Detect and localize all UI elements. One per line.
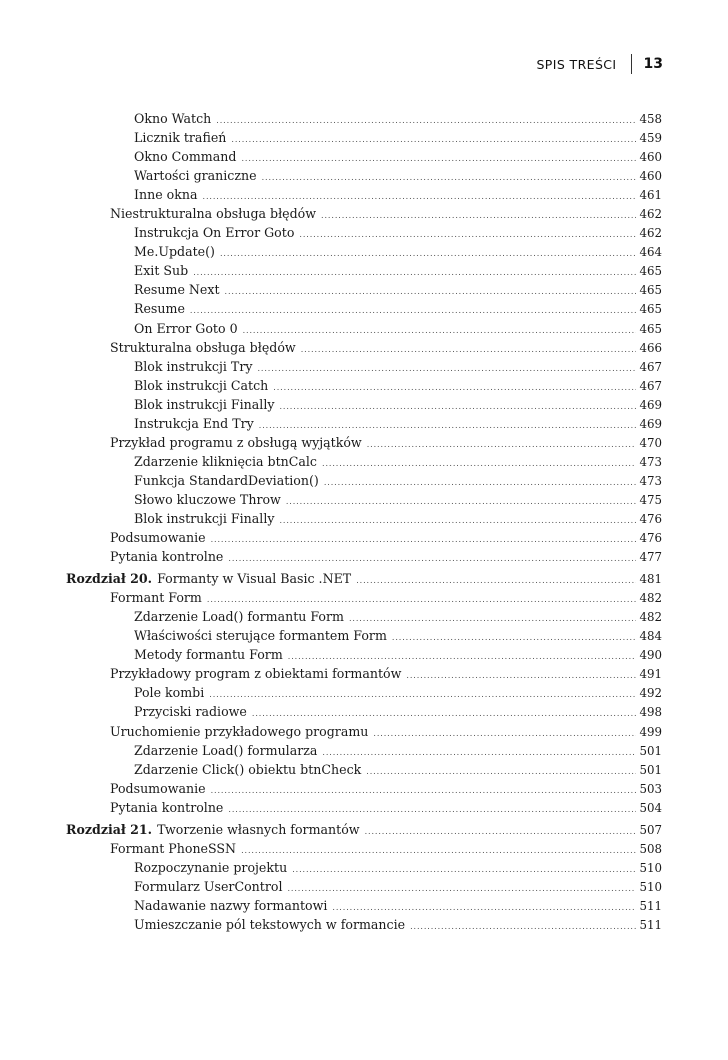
toc-entry-page: 466 <box>639 340 662 355</box>
toc-entry-page: 473 <box>639 454 662 469</box>
dot-leader <box>211 787 637 795</box>
toc-entry-title: Przykładowy program z obiektami formantów <box>110 666 402 682</box>
dot-leader <box>321 212 636 220</box>
dot-leader <box>225 288 637 296</box>
toc-entry <box>66 779 662 798</box>
toc-entry-title: Właściwości sterujące formantem Form <box>134 628 387 644</box>
toc-entry <box>66 357 662 376</box>
toc-entry-page: 484 <box>639 629 662 644</box>
toc-entry-page: 501 <box>639 762 662 777</box>
toc-entry-title: Instrukcja End Try <box>134 415 254 431</box>
dot-leader <box>332 904 636 912</box>
toc-entry-page: 475 <box>639 492 662 507</box>
toc-entry-title: Formant Form <box>110 590 202 606</box>
toc-entry-page: 492 <box>639 686 662 701</box>
toc-entry <box>66 376 662 395</box>
toc-entry-title: Nadawanie nazwy formantowi <box>134 897 328 913</box>
toc-entry-title: Exit Sub <box>134 263 189 279</box>
toc-entry <box>66 185 662 204</box>
toc-entry-page: 459 <box>639 131 662 146</box>
toc-entry-page: 460 <box>639 150 662 165</box>
toc-entry-title: Okno Watch <box>134 111 212 126</box>
toc-entry-title: Zdarzenie Load() formularza <box>134 742 318 758</box>
section-title: SPIS TREŚCI <box>536 56 617 72</box>
dot-leader <box>322 460 636 468</box>
dot-leader <box>410 923 636 931</box>
dot-leader <box>322 749 636 757</box>
dot-leader <box>228 806 636 814</box>
dot-leader <box>373 730 636 738</box>
toc-entry <box>66 839 662 858</box>
toc-entry-title: Blok instrukcji Finally <box>134 396 275 412</box>
dot-leader <box>286 498 637 506</box>
toc-entry-page: 508 <box>639 841 662 856</box>
toc-entry-page: 465 <box>639 302 662 317</box>
toc-entry <box>66 490 662 509</box>
toc-entry-title: Me.Update() <box>134 244 215 260</box>
dot-leader <box>301 346 637 354</box>
toc-entry-page: 473 <box>639 473 662 488</box>
toc-entry <box>66 664 662 683</box>
toc-entry <box>66 547 662 566</box>
toc-entry <box>66 509 662 528</box>
toc-entry-page: 501 <box>639 743 662 758</box>
toc-entry <box>66 702 662 721</box>
dot-leader <box>406 672 636 680</box>
dot-leader <box>193 269 636 277</box>
toc-entry-page: 491 <box>639 667 662 682</box>
dot-leader <box>367 441 637 449</box>
toc-entry-title: Zdarzenie Load() formantu Form <box>134 609 344 625</box>
toc-entry <box>66 319 662 338</box>
toc-entry-title: Blok instrukcji Finally <box>134 510 275 526</box>
toc-entry-title: Pytania kontrolne <box>110 549 224 565</box>
toc-entry-title: On Error Goto 0 <box>134 320 238 336</box>
toc-entry <box>66 645 662 664</box>
header-divider <box>631 54 632 74</box>
toc-entry-title: Licznik trafień <box>134 130 227 146</box>
toc-entry-page: 469 <box>639 397 662 412</box>
toc-entry-title: Słowo kluczowe Throw <box>134 491 281 507</box>
toc-entry-page: 462 <box>639 226 662 241</box>
toc-entry <box>66 280 662 299</box>
dot-leader <box>243 327 637 335</box>
toc-entry-title: Pole kombi <box>134 685 205 701</box>
dot-leader <box>241 155 636 163</box>
toc-entry <box>66 109 662 128</box>
toc-entry <box>66 242 662 261</box>
toc-entry-page: 482 <box>639 591 662 606</box>
toc-entry <box>66 896 662 915</box>
toc-entry-title: Podsumowanie <box>110 530 206 546</box>
toc-entry-title: Inne okna <box>134 187 198 203</box>
toc-entry-page: 476 <box>639 511 662 526</box>
toc-entry-page: 465 <box>639 283 662 298</box>
toc-entry <box>66 128 662 147</box>
toc-entry-page: 511 <box>639 917 662 932</box>
toc-entry <box>66 798 662 817</box>
toc-entry-page: 460 <box>639 169 662 184</box>
dot-leader <box>366 768 636 776</box>
toc-chapter-entry <box>66 820 662 839</box>
toc-entry-title: Metody formantu Form <box>134 647 283 663</box>
dot-leader <box>190 307 637 315</box>
toc-chapter-entry <box>66 569 662 588</box>
toc-entry-page: 490 <box>639 648 662 663</box>
toc-entry <box>66 760 662 779</box>
toc-entry-title: Formularz UserControl <box>134 878 283 894</box>
dot-leader <box>228 555 636 563</box>
toc-entry-title: Blok instrukcji Catch <box>134 377 269 393</box>
toc-entry <box>66 915 662 934</box>
dot-leader <box>392 634 637 642</box>
toc-entry-title: Okno Command <box>134 149 237 165</box>
toc-entry-title: Przykład programu z obsługą wyjątków <box>110 434 362 450</box>
toc-entry <box>66 223 662 242</box>
toc-entry <box>66 588 662 607</box>
toc-entry-page: 504 <box>639 800 662 815</box>
toc-entry-page: 464 <box>639 245 662 260</box>
toc-entry-title: Pytania kontrolne <box>110 799 224 815</box>
toc-entry-title: Funkcja StandardDeviation() <box>134 472 319 488</box>
dot-leader <box>262 174 637 182</box>
dot-leader <box>279 517 636 525</box>
toc-entry <box>66 683 662 702</box>
toc-entry-title: Niestrukturalna obsługa błędów <box>110 206 317 222</box>
toc-entry <box>66 166 662 185</box>
dot-leader <box>209 691 636 699</box>
dot-leader <box>273 384 636 392</box>
dot-leader <box>292 866 636 874</box>
toc-entry <box>66 261 662 280</box>
toc-entry-page: 477 <box>639 550 662 565</box>
toc-entry-title: Podsumowanie <box>110 780 206 796</box>
toc-entry-page: 510 <box>639 860 662 875</box>
toc-entry <box>66 299 662 318</box>
toc-entry <box>66 528 662 547</box>
running-header <box>536 54 663 74</box>
toc-entry <box>66 607 662 626</box>
toc-entry-title: Zdarzenie kliknięcia btnCalc <box>134 453 317 469</box>
toc-entry-title: Rozpoczynanie projektu <box>134 859 288 875</box>
toc-entry <box>66 147 662 166</box>
dot-leader <box>279 403 636 411</box>
toc-entry-title: Resume Next <box>134 282 220 298</box>
toc-entry-page: 498 <box>639 705 662 720</box>
toc-entry <box>66 858 662 877</box>
toc-entry-page: 511 <box>639 898 662 913</box>
toc-entry-page: 461 <box>639 188 662 203</box>
toc-entry-page: 469 <box>639 416 662 431</box>
toc-entry <box>66 741 662 760</box>
toc-entry-page: 499 <box>639 724 662 739</box>
toc-entry-title: Przyciski radiowe <box>134 704 247 720</box>
toc-entry <box>66 395 662 414</box>
toc-entry-title: Strukturalna obsługa błędów <box>110 339 296 355</box>
toc-entry-page: 470 <box>639 435 662 450</box>
toc-entry-title: Umieszczanie pól tekstowych w formancie <box>134 916 406 932</box>
dot-leader <box>211 536 637 544</box>
toc-entry-page: 476 <box>639 531 662 546</box>
toc-entry-title: Tworzenie własnych formantów <box>157 821 360 837</box>
table-of-contents <box>66 109 662 934</box>
toc-entry-title: Formant PhoneSSN <box>110 840 237 856</box>
toc-chapter-number: Rozdział 20. <box>66 571 153 587</box>
toc-entry <box>66 452 662 471</box>
toc-entry <box>66 414 662 433</box>
toc-entry-title: Blok instrukcji Try <box>134 358 253 374</box>
dot-leader <box>207 596 637 604</box>
toc-entry-page: 482 <box>639 610 662 625</box>
toc-entry-title: Uruchomienie przykładowego programu <box>110 723 369 739</box>
dot-leader <box>365 828 637 836</box>
toc-entry-page: 481 <box>639 572 662 587</box>
toc-entry-page: 465 <box>639 321 662 336</box>
page-number: 13 <box>643 56 663 72</box>
toc-entry-title: Wartości graniczne <box>134 168 257 184</box>
toc-entry <box>66 471 662 490</box>
dot-leader <box>287 885 636 893</box>
toc-entry-page: 467 <box>639 359 662 374</box>
toc-entry <box>66 204 662 223</box>
toc-entry-page: 467 <box>639 378 662 393</box>
toc-entry <box>66 338 662 357</box>
toc-entry <box>66 722 662 741</box>
dot-leader <box>288 653 637 661</box>
toc-entry-page: 503 <box>639 781 662 796</box>
toc-entry <box>66 877 662 896</box>
toc-entry <box>66 626 662 645</box>
dot-leader <box>252 710 637 718</box>
toc-entry-title: Instrukcja On Error Goto <box>134 225 295 241</box>
toc-entry-title: Zdarzenie Click() obiektu btnCheck <box>134 761 362 777</box>
dot-leader <box>259 422 637 430</box>
toc-entry-page: 465 <box>639 264 662 279</box>
toc-entry-page: 462 <box>639 207 662 222</box>
toc-entry-title: Resume <box>134 301 185 317</box>
dot-leader <box>216 117 636 125</box>
toc-entry-page: 507 <box>639 822 662 837</box>
dot-leader <box>203 193 637 201</box>
dot-leader <box>349 615 637 623</box>
dot-leader <box>241 847 636 855</box>
toc-entry-page: 510 <box>639 879 662 894</box>
toc-chapter-number: Rozdział 21. <box>66 821 153 837</box>
toc-entry-title: Formanty w Visual Basic .NET <box>157 571 352 587</box>
dot-leader <box>220 250 637 258</box>
toc-entry <box>66 433 662 452</box>
dot-leader <box>257 365 636 373</box>
dot-leader <box>299 231 636 239</box>
toc-entry-page: 458 <box>639 112 662 126</box>
dot-leader <box>231 136 636 144</box>
dot-leader <box>356 577 636 585</box>
dot-leader <box>324 479 637 487</box>
